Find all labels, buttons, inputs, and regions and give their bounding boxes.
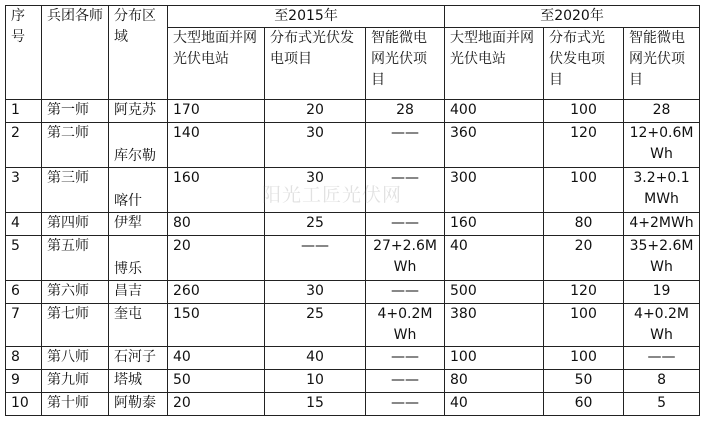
cell-value: 30 [265,281,366,304]
cell-division: 第三师 [42,168,109,213]
cell-value: 40 [445,236,544,281]
cell-value: 100 [544,168,624,213]
cell-value: 20 [168,393,265,416]
cell-region: 阿克苏 [109,100,168,123]
header-row-1 [6,6,700,28]
header-region: 分布区域 [109,6,168,100]
cell-value: 25 [265,213,366,236]
cell-value: —— [265,236,366,281]
cell-region: 昌吉 [109,281,168,304]
cell-value: 28 [624,100,700,123]
cell-value: 40 [265,347,366,370]
cell-value: 100 [544,100,624,123]
capacity-table [5,5,700,416]
cell-value: 170 [168,100,265,123]
header-col-large-2015: 大型地面并网光伏电站 [168,28,265,100]
cell-value: 260 [168,281,265,304]
cell-region: 喀什 [109,168,168,213]
cell-value: —— [624,347,700,370]
cell-value: 5 [624,393,700,416]
table-row [6,347,700,370]
cell-value: 4+0.2MWh [366,304,445,347]
cell-value: 140 [168,123,265,168]
cell-value: 4+2MWh [624,213,700,236]
cell-value: 150 [168,304,265,347]
cell-value: 120 [544,281,624,304]
header-division: 兵团各师 [42,6,109,100]
cell-value: 12+0.6MWh [624,123,700,168]
cell-value: 20 [168,236,265,281]
header-col-microgrid-2015: 智能微电网光伏项目 [366,28,445,100]
cell-value: 15 [265,393,366,416]
cell-region: 石河子 [109,347,168,370]
cell-seq: 7 [6,304,42,347]
cell-division: 第二师 [42,123,109,168]
cell-division: 第十师 [42,393,109,416]
cell-division: 第九师 [42,370,109,393]
cell-division: 第七师 [42,304,109,347]
cell-seq: 8 [6,347,42,370]
cell-value: 50 [544,370,624,393]
cell-value: 28 [366,100,445,123]
table-row [6,123,700,168]
cell-value: 100 [544,304,624,347]
cell-value: 3.2+0.1MWh [624,168,700,213]
header-group-2015: 至2015年 [168,6,445,28]
cell-value: —— [366,281,445,304]
cell-value: 160 [445,213,544,236]
cell-value: 8 [624,370,700,393]
cell-value: —— [366,168,445,213]
header-col-distributed-2020: 分布式光伏发电项目 [544,28,624,100]
header-group-2020: 至2020年 [445,6,700,28]
header-seq: 序号 [6,6,42,100]
cell-seq: 4 [6,213,42,236]
table-row [6,281,700,304]
cell-seq: 10 [6,393,42,416]
table-row [6,168,700,213]
table-row [6,393,700,416]
cell-region: 奎屯 [109,304,168,347]
cell-value: 120 [544,123,624,168]
watermark: 阳光工匠光伏网 [262,184,403,206]
table-row [6,370,700,393]
cell-division: 第八师 [42,347,109,370]
cell-seq: 2 [6,123,42,168]
cell-value: 19 [624,281,700,304]
cell-seq: 9 [6,370,42,393]
cell-value: —— [366,213,445,236]
cell-seq: 1 [6,100,42,123]
cell-value: 4+0.2MWh [624,304,700,347]
table-row [6,304,700,347]
cell-region: 塔城 [109,370,168,393]
cell-value: —— [366,347,445,370]
cell-division: 第一师 [42,100,109,123]
cell-value: 40 [168,347,265,370]
table-row [6,213,700,236]
cell-division: 第五师 [42,236,109,281]
cell-seq: 3 [6,168,42,213]
cell-value: 100 [544,347,624,370]
cell-value: 300 [445,168,544,213]
cell-value: 20 [265,100,366,123]
cell-value: 30 [265,168,366,213]
cell-seq: 6 [6,281,42,304]
cell-value: 20 [544,236,624,281]
cell-value: 160 [168,168,265,213]
cell-value: 27+2.6MWh [366,236,445,281]
cell-value: 30 [265,123,366,168]
cell-value: 25 [265,304,366,347]
cell-region: 阿勒泰 [109,393,168,416]
cell-value: 400 [445,100,544,123]
header-col-large-2020: 大型地面并网光伏电站 [445,28,544,100]
cell-division: 第六师 [42,281,109,304]
table-row [6,100,700,123]
cell-value: 80 [168,213,265,236]
cell-value: —— [366,370,445,393]
cell-value: 100 [445,347,544,370]
cell-value: 40 [445,393,544,416]
cell-value: 35+2.6MWh [624,236,700,281]
cell-region: 库尔勒 [109,123,168,168]
cell-value: 360 [445,123,544,168]
cell-seq: 5 [6,236,42,281]
cell-value: 80 [445,370,544,393]
cell-value: —— [366,393,445,416]
cell-value: —— [366,123,445,168]
cell-value: 380 [445,304,544,347]
cell-division: 第四师 [42,213,109,236]
cell-value: 60 [544,393,624,416]
cell-region: 博乐 [109,236,168,281]
cell-value: 10 [265,370,366,393]
header-col-distributed-2015: 分布式光伏发电项目 [265,28,366,100]
cell-value: 80 [544,213,624,236]
table-row [6,236,700,281]
cell-region: 伊犁 [109,213,168,236]
cell-value: 50 [168,370,265,393]
header-col-microgrid-2020: 智能微电网光伏项目 [624,28,700,100]
cell-value: 500 [445,281,544,304]
